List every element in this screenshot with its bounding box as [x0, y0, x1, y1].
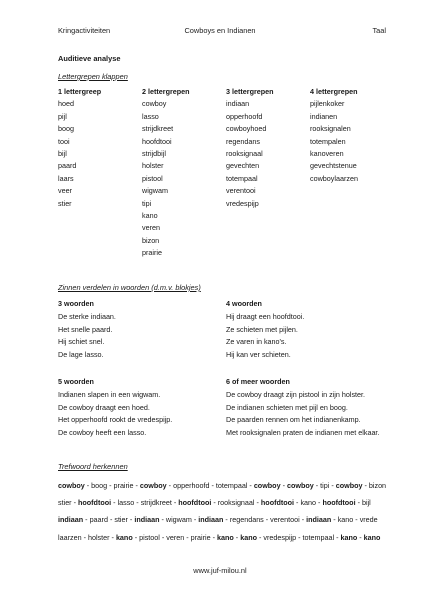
syllable-word: opperhoofd [226, 111, 263, 121]
keyword-highlight: indiaan [306, 515, 332, 525]
word-separator: - [334, 532, 341, 542]
keyword-highlight: hoofdtooi [260, 498, 295, 508]
sentence: Hij draagt een hoofdtooi. [226, 312, 305, 322]
syllable-word: wigwam [142, 186, 168, 196]
sentence-group-heading: 5 woorden [58, 377, 94, 386]
keyword-highlight: hoofdtooi [178, 498, 212, 508]
keyword-word: stier [58, 498, 72, 508]
sentence: Het opperhoofd rookt de vredespijp. [58, 415, 173, 425]
keyword-highlight: kano [363, 532, 381, 542]
word-separator: - [313, 481, 321, 490]
keyword-word: vredespijp [263, 532, 297, 542]
keyword-highlight: kano [340, 532, 358, 542]
keyword-word: bizon [368, 481, 387, 490]
sentence: De cowboy draagt zijn pistool in zijn holster. [226, 390, 366, 400]
syllable-word: totempaal [226, 173, 258, 183]
sentence-group [58, 298, 116, 361]
syllable-word: tooi [58, 136, 70, 146]
word-separator: - [362, 481, 369, 490]
word-separator: - [296, 532, 303, 542]
word-separator: - [133, 481, 140, 490]
word-separator: - [329, 481, 336, 490]
syllable-column-heading: 3 lettergrepen [226, 87, 274, 96]
syllable-word: gevechten [226, 161, 260, 171]
word-separator: - [357, 532, 364, 542]
word-separator: - [263, 515, 271, 525]
syllable-word: strijdbijl [142, 149, 166, 159]
sentence: De cowboy heeft een lasso. [58, 427, 147, 437]
keyword-highlight: cowboy [58, 481, 85, 490]
keyword-word: wigwam [165, 515, 192, 525]
syllable-word: holster [142, 161, 164, 171]
keyword-word: paard [89, 515, 108, 525]
word-separator: - [171, 498, 179, 508]
sentence: De indianen schieten met pijl en boog. [226, 402, 348, 412]
sentence: Met rooksignalen praten de indianen met elkaar. [226, 427, 380, 437]
syllable-column-heading: 2 lettergrepen [142, 87, 190, 96]
word-separator: - [111, 498, 118, 508]
header-left: Kringactiviteiten [58, 26, 111, 35]
syllable-word: indiaan [226, 99, 250, 109]
syllable-word: regendans [226, 136, 260, 146]
keyword-word: kano [337, 515, 354, 525]
word-separator: - [299, 515, 307, 525]
syllable-column-heading: 4 lettergrepen [310, 87, 358, 96]
header-subject: Taal [372, 26, 386, 35]
syllable-word: gevechtstenue [310, 161, 357, 171]
keyword-word: boog [91, 481, 108, 490]
word-separator: - [256, 532, 264, 542]
keyword-word: totempaal [215, 481, 248, 490]
keyword-line [58, 529, 390, 546]
word-separator: - [209, 481, 216, 490]
sentence: De sterke indiaan. [58, 312, 116, 322]
word-separator: - [166, 481, 174, 490]
keyword-word: regendans [229, 515, 264, 525]
syllable-word: bizon [142, 235, 160, 245]
sentence-group-heading: 3 woorden [58, 299, 94, 308]
word-separator: - [254, 498, 261, 508]
syllable-word: hoed [58, 99, 74, 109]
word-separator: - [331, 515, 338, 525]
word-separator: - [355, 498, 362, 508]
keyword-highlight: indiaan [198, 515, 224, 525]
sentence: De paarden rennen om het indianenkamp. [226, 415, 361, 425]
word-separator: - [84, 481, 92, 490]
keyword-title: Trefwoord herkennen [58, 462, 128, 471]
keyword-highlight: cowboy [286, 481, 314, 490]
word-separator: - [83, 515, 90, 525]
syllable-word: vredespijp [226, 198, 259, 208]
sentence-group-heading: 4 woorden [226, 299, 262, 308]
keyword-word: tipi [320, 481, 330, 490]
syllable-word: cowboy [142, 99, 167, 109]
sentence: Het snelle paard. [58, 324, 113, 334]
keyword-word: prairie [190, 532, 211, 542]
syllable-word: veer [58, 186, 72, 196]
word-separator: - [223, 515, 230, 525]
syllable-column [310, 86, 358, 185]
word-separator: - [107, 515, 115, 525]
word-separator: - [211, 498, 218, 508]
sentence-group [226, 298, 304, 361]
keyword-word: rooksignaal [217, 498, 255, 508]
word-separator: - [353, 515, 360, 525]
keyword-highlight: cowboy [139, 481, 167, 490]
keyword-word: veren [166, 532, 185, 542]
keyword-highlight: cowboy [253, 481, 281, 490]
keyword-word: kano [300, 498, 317, 508]
sentence: Hij schiet snel. [58, 337, 105, 347]
word-separator: - [233, 532, 241, 542]
keyword-highlight: indiaan [134, 515, 160, 525]
syllable-word: pijl [58, 111, 67, 121]
keyword-highlight: kano [115, 532, 133, 542]
syllable-word: pistool [142, 173, 163, 183]
word-separator: - [191, 515, 199, 525]
sentences-title: Zinnen verdelen in woorden (d.m.v. blokjes) [58, 283, 201, 292]
keyword-highlight: indiaan [58, 515, 84, 525]
syllable-word: prairie [142, 248, 162, 258]
sentence: De cowboy draagt een hoed. [58, 402, 150, 412]
syllable-word: strijdkreet [142, 124, 174, 134]
keyword-word: strijdkreet [140, 498, 172, 508]
keyword-word: laarzen [58, 532, 82, 542]
word-separator: - [247, 481, 254, 490]
word-separator: - [81, 532, 88, 542]
word-separator: - [280, 481, 287, 490]
syllable-column [226, 86, 274, 210]
syllable-word: lasso [142, 111, 159, 121]
syllable-word: indianen [310, 111, 338, 121]
syllable-column-heading: 1 lettergreep [58, 87, 102, 96]
word-separator: - [109, 532, 116, 542]
keyword-highlight: hoofdtooi [77, 498, 112, 508]
word-separator: - [316, 498, 323, 508]
keyword-word: bijl [361, 498, 371, 508]
keyword-line [58, 494, 390, 511]
syllable-word: boog [58, 124, 74, 134]
keyword-line [58, 477, 390, 494]
syllable-word: totempalen [310, 136, 346, 146]
syllable-word: tipi [142, 198, 152, 208]
word-separator: - [294, 498, 301, 508]
syllable-word: paard [58, 161, 77, 171]
syllable-word: kanoveren [310, 149, 344, 159]
syllable-word: cowboyhoed [226, 124, 267, 134]
word-separator: - [107, 481, 114, 490]
word-separator: - [132, 532, 140, 542]
keyword-highlight: kano [217, 532, 234, 542]
sentence: Ze varen in kano's. [226, 337, 287, 347]
header-title: Cowboys en Indianen [184, 26, 256, 35]
keyword-word: stier [114, 515, 128, 525]
syllable-word: veren [142, 223, 160, 233]
syllable-column [58, 86, 101, 210]
sentence: De lage lasso. [58, 349, 104, 359]
keyword-word: totempaal [302, 532, 335, 542]
keyword-word: vrede [359, 515, 378, 525]
word-separator: - [184, 532, 191, 542]
footer-url: www.juf-milou.nl [193, 566, 247, 575]
syllable-word: rooksignaal [226, 149, 263, 159]
keyword-word: verentooi [270, 515, 300, 525]
syllable-word: rooksignalen [310, 124, 351, 134]
word-separator: - [210, 532, 218, 542]
sentence-group [58, 376, 172, 439]
keyword-word: pistool [139, 532, 160, 542]
keyword-highlight: hoofdtooi [322, 498, 356, 508]
word-separator: - [71, 498, 78, 508]
keyword-highlight: kano [240, 532, 257, 542]
syllable-word: bijl [58, 149, 67, 159]
sentence: Indianen slapen in een wigwam. [58, 390, 161, 400]
syllable-word: pijlenkoker [310, 99, 345, 109]
sentence-group-heading: 6 of meer woorden [226, 377, 290, 386]
sentence: Ze schieten met pijlen. [226, 324, 298, 334]
word-separator: - [159, 515, 166, 525]
keyword-word: prairie [113, 481, 134, 490]
keyword-word: holster [87, 532, 110, 542]
syllable-word: cowboylaarzen [310, 173, 358, 183]
keyword-word-list [58, 477, 390, 546]
syllable-column [142, 86, 190, 260]
syllable-word: laars [58, 173, 74, 183]
keyword-highlight: cowboy [335, 481, 363, 490]
section-title: Auditieve analyse [58, 54, 121, 63]
sentence-group [226, 376, 379, 439]
syllable-word: kano [142, 211, 158, 221]
keyword-word: opperhoofd [173, 481, 210, 490]
syllables-title: Lettergrepen klappen [58, 72, 128, 81]
keyword-line [58, 511, 390, 528]
word-separator: - [127, 515, 135, 525]
word-separator: - [134, 498, 141, 508]
sentence: Hij kan ver schieten. [226, 349, 291, 359]
keyword-word: lasso [117, 498, 135, 508]
syllable-word: verentooi [226, 186, 256, 196]
syllable-word: hoofdtooi [142, 136, 172, 146]
word-separator: - [159, 532, 167, 542]
syllable-word: stier [58, 198, 72, 208]
